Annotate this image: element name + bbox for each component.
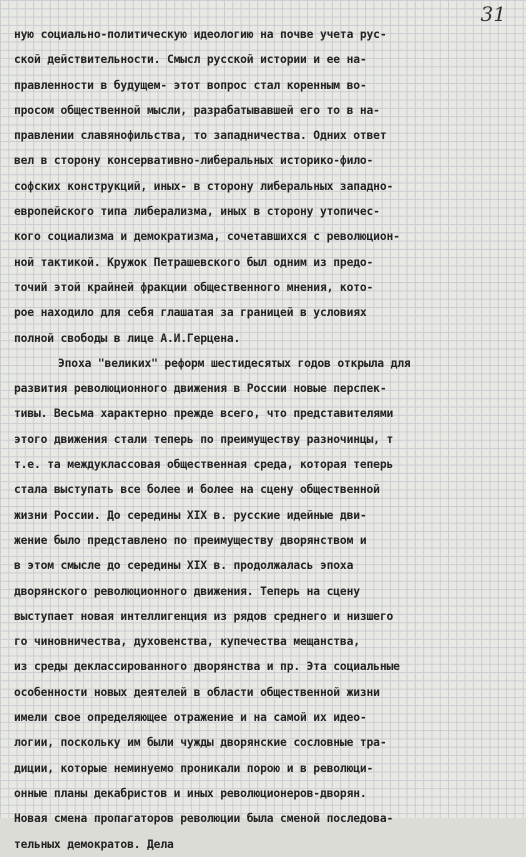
text-line: развития революционного движения в России новые перспек- <box>14 382 387 396</box>
paragraph-first-line: Эпоха "великих" реформ шестидесятых годов открыла для <box>58 356 411 370</box>
text-line: жизни России. До середины XIX в. русские идейные дви- <box>14 508 367 522</box>
text-line: просом общественной мысли, разрабатывавшей его то в на- <box>14 103 380 117</box>
text-line: имели свое определяющее отражение и на самой их идео- <box>14 711 367 725</box>
text-line: точий этой крайней фракции общественного мнения, кото- <box>14 280 374 294</box>
typed-text-body <box>14 22 514 857</box>
text-line: Новая смена пропагаторов революции была сменой последова- <box>14 812 394 826</box>
text-line: стала выступать все более и более на сцену общественной <box>14 483 380 497</box>
text-line: кого социализма и демократизма, сочетавшихся с революцион- <box>14 230 400 244</box>
text-line: онные планы декабристов и иных революционеров-дворян. <box>14 786 367 800</box>
text-line: го чиновничества, духовенства, купечества мещанства, <box>14 635 360 649</box>
text-line: логии, поскольку им были чужды дворянские сословные тра- <box>14 736 387 750</box>
text-line: в этом смысле до середины XIX в. продолжалась эпоха <box>14 559 354 573</box>
text-line: тельных демократов. Дела <box>14 837 174 851</box>
text-line: диции, которые неминуемо проникали порою и в революци- <box>14 761 374 775</box>
text-line: ской действительности. Смысл русской истории и ее на- <box>14 53 367 67</box>
text-line: ную социально-политическую идеологию на почве учета рус- <box>14 28 387 41</box>
page-number: 31 <box>480 2 506 26</box>
text-line: ной тактикой. Кружок Петрашевского был одним из предо- <box>14 255 374 269</box>
text-line: т.е. та междуклассовая общественная среда, которая теперь <box>14 458 394 472</box>
text-line: вел в сторону консервативно-либеральных историко-фило- <box>14 154 374 168</box>
text-line: правлении славянофильства, то западничества. Одних ответ <box>14 129 387 143</box>
text-line: правленности в будущем- этот вопрос стал коренным во- <box>14 78 367 92</box>
text-line: полной свободы в лице А.И.Герцена. <box>14 331 241 345</box>
text-line: этого движения стали теперь по преимуществу разночинцы, т <box>14 432 394 446</box>
text-line: дворянского революционного движения. Теперь на сцену <box>14 584 360 598</box>
text-line: софских конструкций, иных- в сторону либеральных западно- <box>14 179 394 193</box>
text-line: тивы. Весьма характерно прежде всего, что представителями <box>14 407 394 421</box>
text-line: выступает новая интеллигенция из рядов среднего и низшего <box>14 609 394 623</box>
text-line: жение было представлено по преимуществу дворянством и <box>14 533 367 547</box>
text-line: особенности новых деятелей в области общественной жизни <box>14 685 380 699</box>
text-line: рое находило для себя глашатая за границей в условиях <box>14 306 367 320</box>
text-line: европейского типа либерализма, иных в сторону утопичес- <box>14 205 380 219</box>
text-line: из среды деклассированного дворянства и пр. Эта социальные <box>14 660 400 674</box>
